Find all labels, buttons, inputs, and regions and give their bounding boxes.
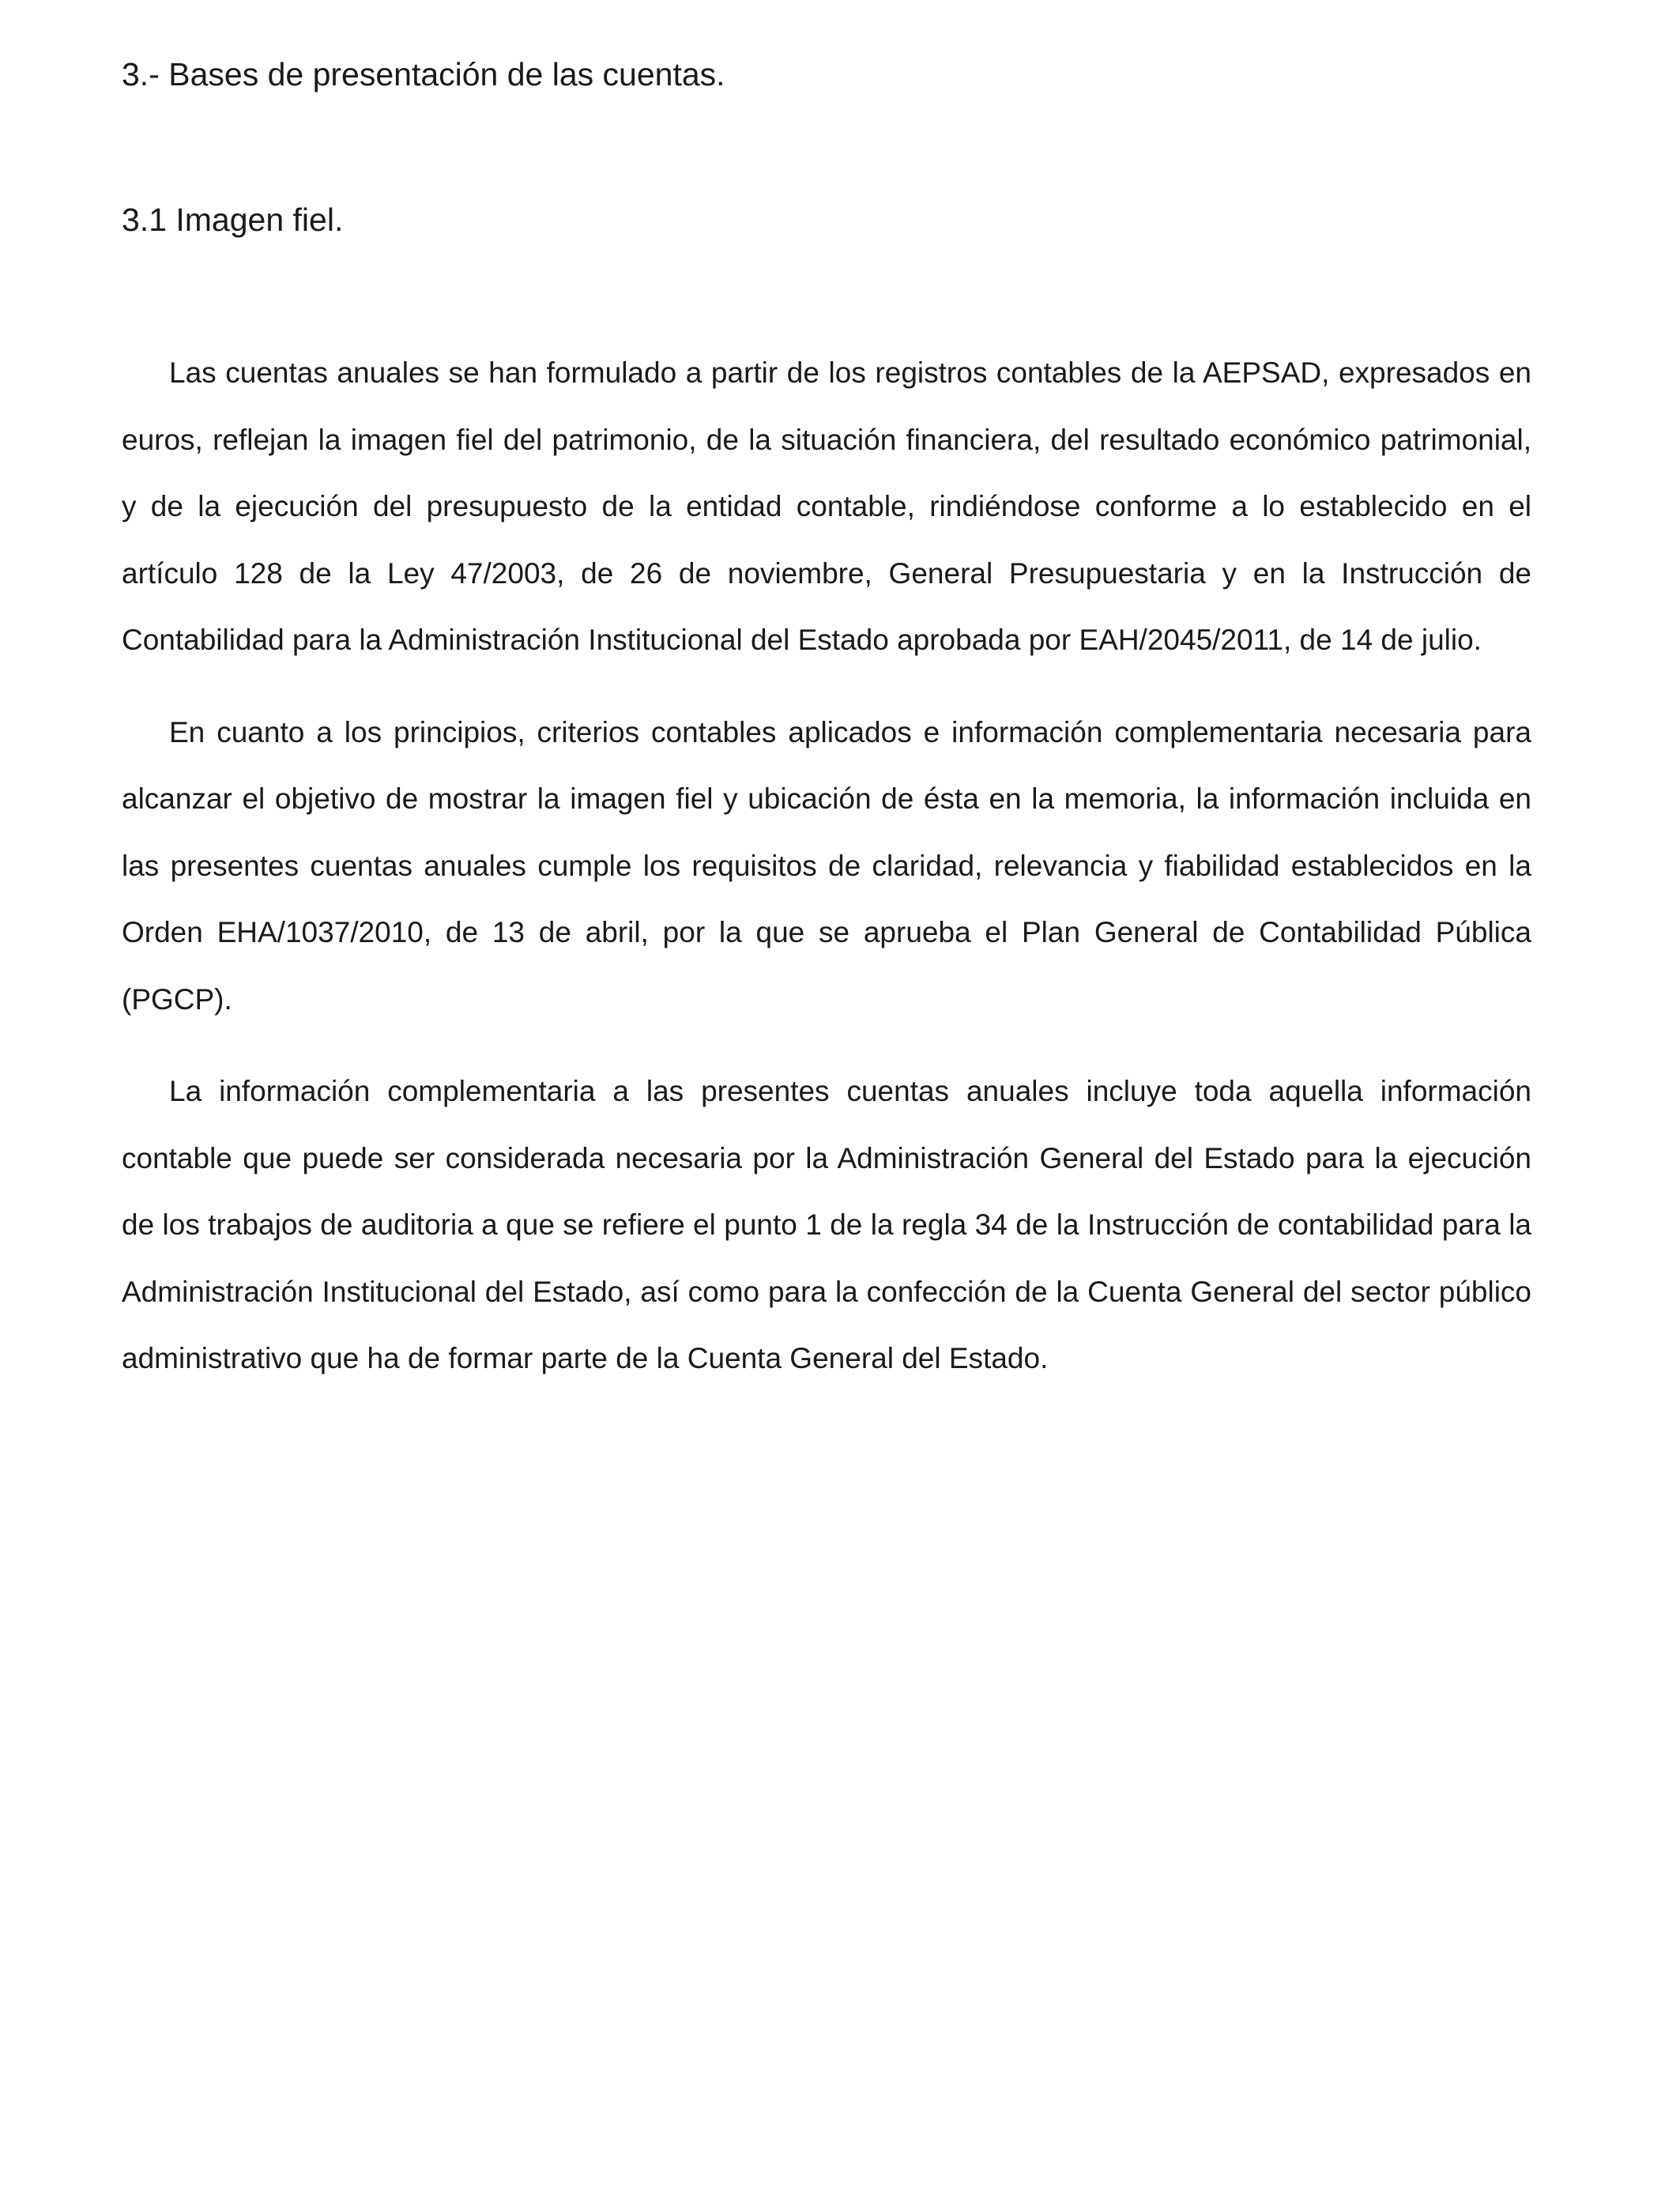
paragraph-list [122,340,1531,1393]
subsection-heading: 3.1 Imagen fiel. [122,202,344,238]
document-body [122,47,1531,1418]
paragraph: La información complementaria a las presentes cuentas anuales incluye toda aquella información contable que puede ser considerada necesaria por la Administración General del Estado para la ejecución de los trabajos de auditoria a que se refiere el punto 1 de la regla 34 de la Instrucción de contabilidad para la Administración Institucional del Estado, así como para la confección de la Cuenta General del sector público administrativo que ha de formar parte de la Cuenta General del Estado. [122,1075,1531,1374]
section-heading: 3.- Bases de presentación de las cuentas. [122,56,725,92]
paragraph: Las cuentas anuales se han formulado a partir de los registros contables de la AEPSAD, expresados en euros, reflejan la imagen fiel del patrimonio, de la situación financiera, del resultado económico patrimonial, y de la ejecución del presupuesto de la entidad contable, rindiéndose conforme a lo establecido en el artículo 128 de la Ley 47/2003, de 26 de noviembre, General Presupuestaria y en la Instrucción de Contabilidad para la Administración Institucional del Estado aprobada por EAH/2045/2011, de 14 de julio. [122,356,1531,656]
paragraph: En cuanto a los principios, criterios contables aplicados e información complementaria necesaria para alcanzar el objetivo de mostrar la imagen fiel y ubicación de ésta en la memoria, la información incluida en las presentes cuentas anuales cumple los requisitos de claridad, relevancia y fiabilidad establecidos en la Orden EHA/1037/2010, de 13 de abril, por la que se aprueba el Plan General de Contabilidad Pública (PGCP). [122,715,1531,1016]
